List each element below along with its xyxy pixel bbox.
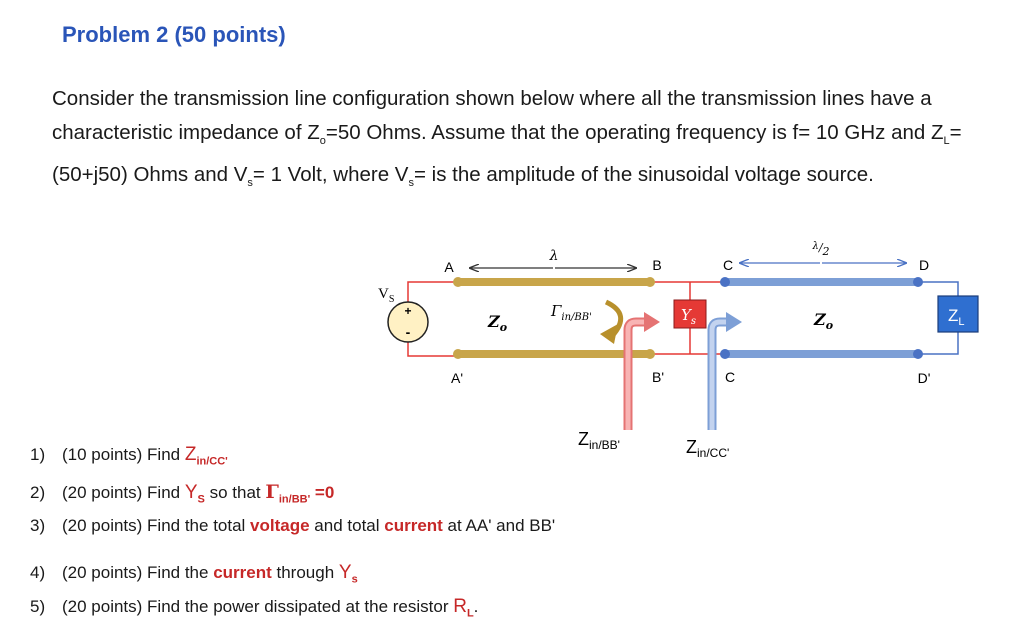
node-c2-label: C [724, 369, 736, 385]
question-2-after: =0 [310, 483, 335, 502]
intro-sub-1: o [319, 135, 326, 148]
zl-box-label-main: Z [948, 306, 959, 325]
zo-label-line2-main: Z [814, 310, 826, 329]
node-a-dot [453, 277, 463, 287]
question-3-number: 3) [30, 516, 46, 535]
source-minus: - [405, 324, 411, 340]
node-b2-label: B' [651, 369, 665, 385]
node-c-dot [720, 277, 730, 287]
question-4 [30, 562, 358, 585]
zin-cc-label [686, 437, 729, 460]
question-4-highlight: Y [338, 562, 352, 583]
intro-text-1: Consider the transmission line configuration shown below where all the transmission lines have a characteristic impedance of Z [52, 87, 932, 144]
question-2-number: 2) [30, 483, 46, 502]
question-5-highlight: R [453, 596, 467, 617]
source-wire-bottom [408, 342, 458, 356]
node-c2-dot [720, 349, 730, 359]
question-1 [30, 444, 228, 467]
node-b-label: B [652, 257, 662, 273]
intro-text-4: = 1 Volt, where V [252, 163, 409, 187]
question-3-text: (20 points) Find the total [62, 516, 251, 535]
question-2-gamma: Γ [265, 481, 279, 503]
zo-label-line1-sub: o [499, 321, 508, 334]
zin-bb-label-sub: in/BB' [589, 438, 620, 452]
zl-box-label-sub: L [958, 316, 965, 328]
node-d-label: D [918, 257, 930, 273]
load-wire-top [918, 282, 958, 296]
line2-top-conductor [725, 278, 918, 286]
source-wire-top [408, 282, 458, 302]
length-label-2-num: λ [812, 241, 819, 252]
question-2-text: (20 points) Find [62, 483, 185, 502]
question-3-mid: and total [309, 516, 385, 535]
question-4-number: 4) [30, 563, 46, 582]
node-d-dot [913, 277, 923, 287]
question-1-number: 1) [30, 445, 46, 464]
question-2 [30, 481, 334, 505]
length-label-1: λ [549, 248, 559, 264]
vs-label [378, 286, 394, 305]
question-3-after: at AA' and BB' [442, 516, 556, 535]
node-b2-dot [645, 349, 655, 359]
zo-label-line2-sub: o [825, 319, 834, 332]
load-wire-bottom [918, 332, 958, 354]
question-1-highlight-sub: in/CC' [196, 455, 228, 468]
node-b-dot [645, 277, 655, 287]
line2-bottom-conductor [725, 350, 918, 358]
gamma-label [550, 302, 592, 323]
node-a-label: A [444, 259, 454, 275]
question-5-number: 5) [30, 597, 46, 616]
ys-box-label-main: Y [681, 306, 691, 324]
gamma-label-sub: in/BB' [561, 312, 592, 323]
intro-text-5: = is the amplitude of the sinusoidal voltage source. [413, 163, 874, 187]
question-4-text: (20 points) Find the [62, 563, 214, 582]
length-label-2 [811, 241, 829, 258]
intro-text-2: =50 Ohms. Assume that the operating frequency is f= 10 GHz and Z [325, 121, 944, 144]
node-a2-label: A' [450, 370, 464, 386]
question-3-word-voltage: voltage [250, 516, 310, 535]
question-3-word-current: current [384, 516, 443, 535]
zin-cc-label-main: Z [686, 437, 697, 457]
question-1-highlight: Z [184, 444, 197, 465]
question-2-gamma-sub: in/BB' [278, 493, 311, 506]
question-5-highlight-sub: L [466, 607, 474, 620]
question-2-mid: so that [204, 483, 266, 502]
node-c-label: C [722, 257, 734, 273]
line1-top-conductor [458, 278, 650, 286]
zin-bb-label [578, 429, 620, 452]
question-4-word-current: current [213, 563, 272, 582]
ys-box-label-sub: s [690, 316, 697, 327]
zin-cc-arrowhead-icon [726, 312, 742, 332]
zin-cc-label-sub: in/CC' [697, 446, 730, 460]
reflection-arrowhead-icon [600, 324, 618, 344]
vs-label-sub: S [388, 294, 395, 305]
zo-label-line2 [813, 310, 833, 332]
zo-label-line1 [487, 312, 507, 334]
node-d2-dot [913, 349, 923, 359]
intro-sub-2: L [943, 135, 950, 148]
intro-sub-4: s [408, 177, 414, 190]
node-d2-label: D' [917, 370, 931, 386]
source-plus: + [404, 304, 412, 318]
length-label-2-den: 2 [822, 245, 830, 258]
zo-label-line1-main: Z [488, 312, 500, 331]
question-5-after: . [473, 597, 479, 616]
length-label-2-slash: / [818, 241, 823, 254]
gamma-label-main: Γ [551, 302, 562, 320]
question-5 [30, 596, 478, 619]
question-4-highlight-sub: s [351, 573, 358, 586]
question-2-highlight-sub: S [197, 493, 205, 506]
question-3 [30, 516, 555, 536]
zin-bb-arrow-icon [628, 322, 646, 430]
problem-title: Problem 2 (50 points) [62, 22, 286, 47]
question-4-mid: through [271, 563, 339, 582]
zin-bb-label-main: Z [578, 429, 589, 449]
question-1-text: (10 points) Find [62, 445, 185, 464]
line1-bottom-conductor [458, 350, 650, 358]
node-a2-dot [453, 349, 463, 359]
vs-label-main: V [378, 286, 389, 302]
question-2-highlight: Y [184, 482, 198, 503]
question-5-text: (20 points) Find the power dissipated at the resistor [62, 597, 454, 616]
zin-bb-arrowhead-icon [644, 312, 660, 332]
intro-text-3: =(50+j50) Ohms and V [52, 121, 962, 187]
intro-sub-3: s [247, 177, 253, 190]
